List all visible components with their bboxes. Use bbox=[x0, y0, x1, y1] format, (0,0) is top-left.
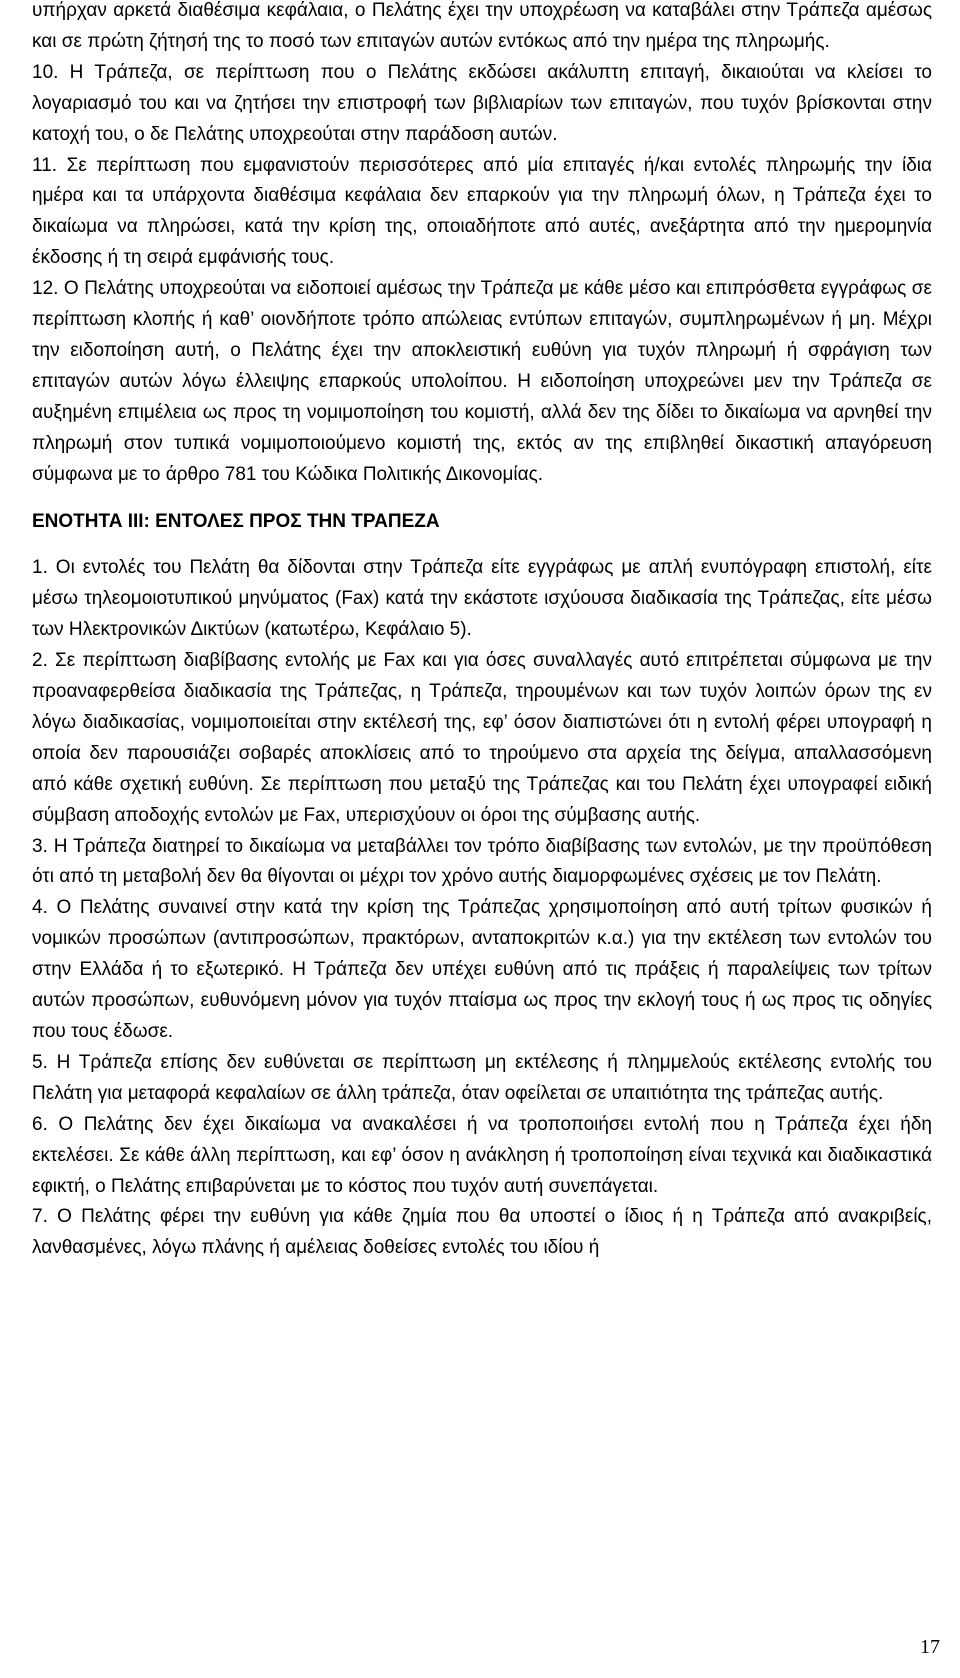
paragraph-item-10: 10. Η Τράπεζα, σε περίπτωση που ο Πελάτης εκδώσει ακάλυπτη επιταγή, δικαιούται να κλείσει το λογαριασμό του και να ζητήσει την επιστροφή των βιβλιαρίων των επιταγών, που τυχόν βρίσκονται στην κατοχή του, ο δε Πελάτης υποχρεούται στην παράδοση αυτών. bbox=[32, 61, 932, 145]
section-paragraph-2: 2. Σε περίπτωση διαβίβασης εντολής με Fax και για όσες συναλλαγές αυτό επιτρέπεται σύμφωνα με την προαναφερθείσα διαδικασία της Τράπεζας, η Τράπεζα, τηρουμένων και των τυχόν λοιπών όρων της εν λόγω διαδικασίας, νομιμοποιείται στην εκτέλεσή της, εφ’ όσον διαπιστώνει ότι η εντολή φέρει υπογραφή η οποία δεν παρουσιάζει σοβαρές αποκλίσεις από το τηρούμενο στα αρχεία της δείγμα, απαλλασσόμενη από κάθε σχετική ευθύνη. Σε περίπτωση που μεταξύ της Τράπεζας και του Πελάτη έχει υπογραφεί ειδική σύμβαση αποδοχής εντολών με Fax, υπερισχύουν οι όροι της σύμβασης αυτής. bbox=[32, 650, 932, 826]
section-paragraph-4: 4. Ο Πελάτης συναινεί στην κατά την κρίση της Τράπεζας χρησιμοποίηση από αυτή τρίτων φυσικών ή νομικών προσώπων (αντιπροσώπων, πρακτόρων, ανταποκριτών κ.α.) για την εκτέλεση των εντολών του στην Ελλάδα ή το εξωτερικό. Η Τράπεζα δεν υπέχει ευθύνη από τις πράξεις ή παραλείψεις των τρίτων αυτών προσώπων, ευθυνόμενη μόνον για τυχόν πταίσμα ως προς την εκλογή τους ή ως προς τις οδηγίες που τους έδωσε. bbox=[32, 897, 932, 1042]
section-heading: ΕΝΟΤΗΤΑ ΙΙΙ: ΕΝΤΟΛΕΣ ΠΡΟΣ ΤΗΝ ΤΡΑΠΕΖΑ bbox=[32, 510, 440, 532]
paragraph-item-11: 11. Σε περίπτωση που εμφανιστούν περισσότερες από μία επιταγές ή/και εντολές πληρωμής την ίδια ημέρα και τα υπάρχοντα διαθέσιμα κεφάλαια δεν επαρκούν για την πληρωμή όλων, η Τράπεζα έχει το δικαίωμα να πληρώσει, κατά την κρίση της, οποιαδήποτε από αυτές, ανεξάρτητα από την ημερομηνία έκδοσης ή τη σειρά εμφάνισής τους. bbox=[32, 154, 932, 269]
paragraph-continuation: υπήρχαν αρκετά διαθέσιμα κεφάλαια, ο Πελάτης έχει την υποχρέωση να καταβάλει στην Τράπεζα αμέσως και σε πρώτη ζήτησή της το ποσό των επιταγών αυτών εντόκως από την ημέρα της πληρωμής. bbox=[32, 0, 932, 52]
section-paragraph-6: 6. Ο Πελάτης δεν έχει δικαίωμα να ανακαλέσει ή να τροποποιήσει εντολή που η Τράπεζα έχει ήδη εκτελέσει. Σε κάθε άλλη περίπτωση, και εφ’ όσον η ανάκληση ή τροποποίηση είναι τεχνικά και διαδικαστικά εφικτή, ο Πελάτης επιβαρύνεται με το κόστος που τυχόν αυτή συνεπάγεται. bbox=[32, 1113, 932, 1197]
paragraph-item-12: 12. Ο Πελάτης υποχρεούται να ειδοποιεί αμέσως την Τράπεζα με κάθε μέσο και επιπρόσθετα εγγράφως σε περίπτωση κλοπής ή καθ’ οιονδήποτε τρόπο απώλειας εντύπων επιταγών, συμπληρωμένων ή μη. Μέχρι την ειδοποίηση αυτή, ο Πελάτης έχει την αποκλειστική ευθύνη για τυχόν πληρωμή ή σφράγιση των επιταγών αυτών λόγω έλλειψης επαρκούς υπολοίπου. Η ειδοποίηση υποχρεώνει μεν την Τράπεζα σε αυξημένη επιμέλεια ως προς τη νομιμοποίηση του κομιστή, αλλά δεν της δίδει το δικαίωμα να αρνηθεί την πληρωμή στον τυπικά νομιμοποιούμενο κομιστή της, εκτός αν της επιβληθεί δικαστική απαγόρευση σύμφωνα με το άρθρο 781 του Κώδικα Πολιτικής Δικονομίας. bbox=[32, 278, 932, 485]
page-number: 17 bbox=[920, 1636, 940, 1658]
section-paragraph-5: 5. Η Τράπεζα επίσης δεν ευθύνεται σε περίπτωση μη εκτέλεσης ή πλημμελούς εκτέλεσης εντολής του Πελάτη για μεταφορά κεφαλαίων σε άλλη τράπεζα, όταν οφείλεται σε υπαιτιότητα της τράπεζας αυτής. bbox=[32, 1051, 932, 1104]
section-paragraph-1: 1. Οι εντολές του Πελάτη θα δίδονται στην Τράπεζα είτε εγγράφως με απλή ενυπόγραφη επιστολή, είτε μέσω τηλεομοιοτυπικού μηνύματος (Fax) κατά την εκάστοτε ισχύουσα διαδικασία της Τράπεζας, είτε μέσω των Ηλεκτρονικών Δικτύων (κατωτέρω, Κεφάλαιο 5). bbox=[32, 557, 932, 641]
section-paragraph-7: 7. Ο Πελάτης φέρει την ευθύνη για κάθε ζημία που θα υποστεί ο ίδιος ή η Τράπεζα από ανακριβείς, λανθασμένες, λόγω πλάνης ή αμέλειας δοθείσες εντολές του ιδίου ή bbox=[32, 1206, 932, 1259]
document-body bbox=[32, 0, 932, 1264]
section-paragraph-3: 3. Η Τράπεζα διατηρεί το δικαίωμα να μεταβάλλει τον τρόπο διαβίβασης των εντολών, με την προϋπόθεση ότι από τη μεταβολή δεν θα θίγονται οι μέχρι τον χρόνο αυτής διαμορφωμένες σχέσεις με τον Πελάτη. bbox=[32, 835, 932, 888]
